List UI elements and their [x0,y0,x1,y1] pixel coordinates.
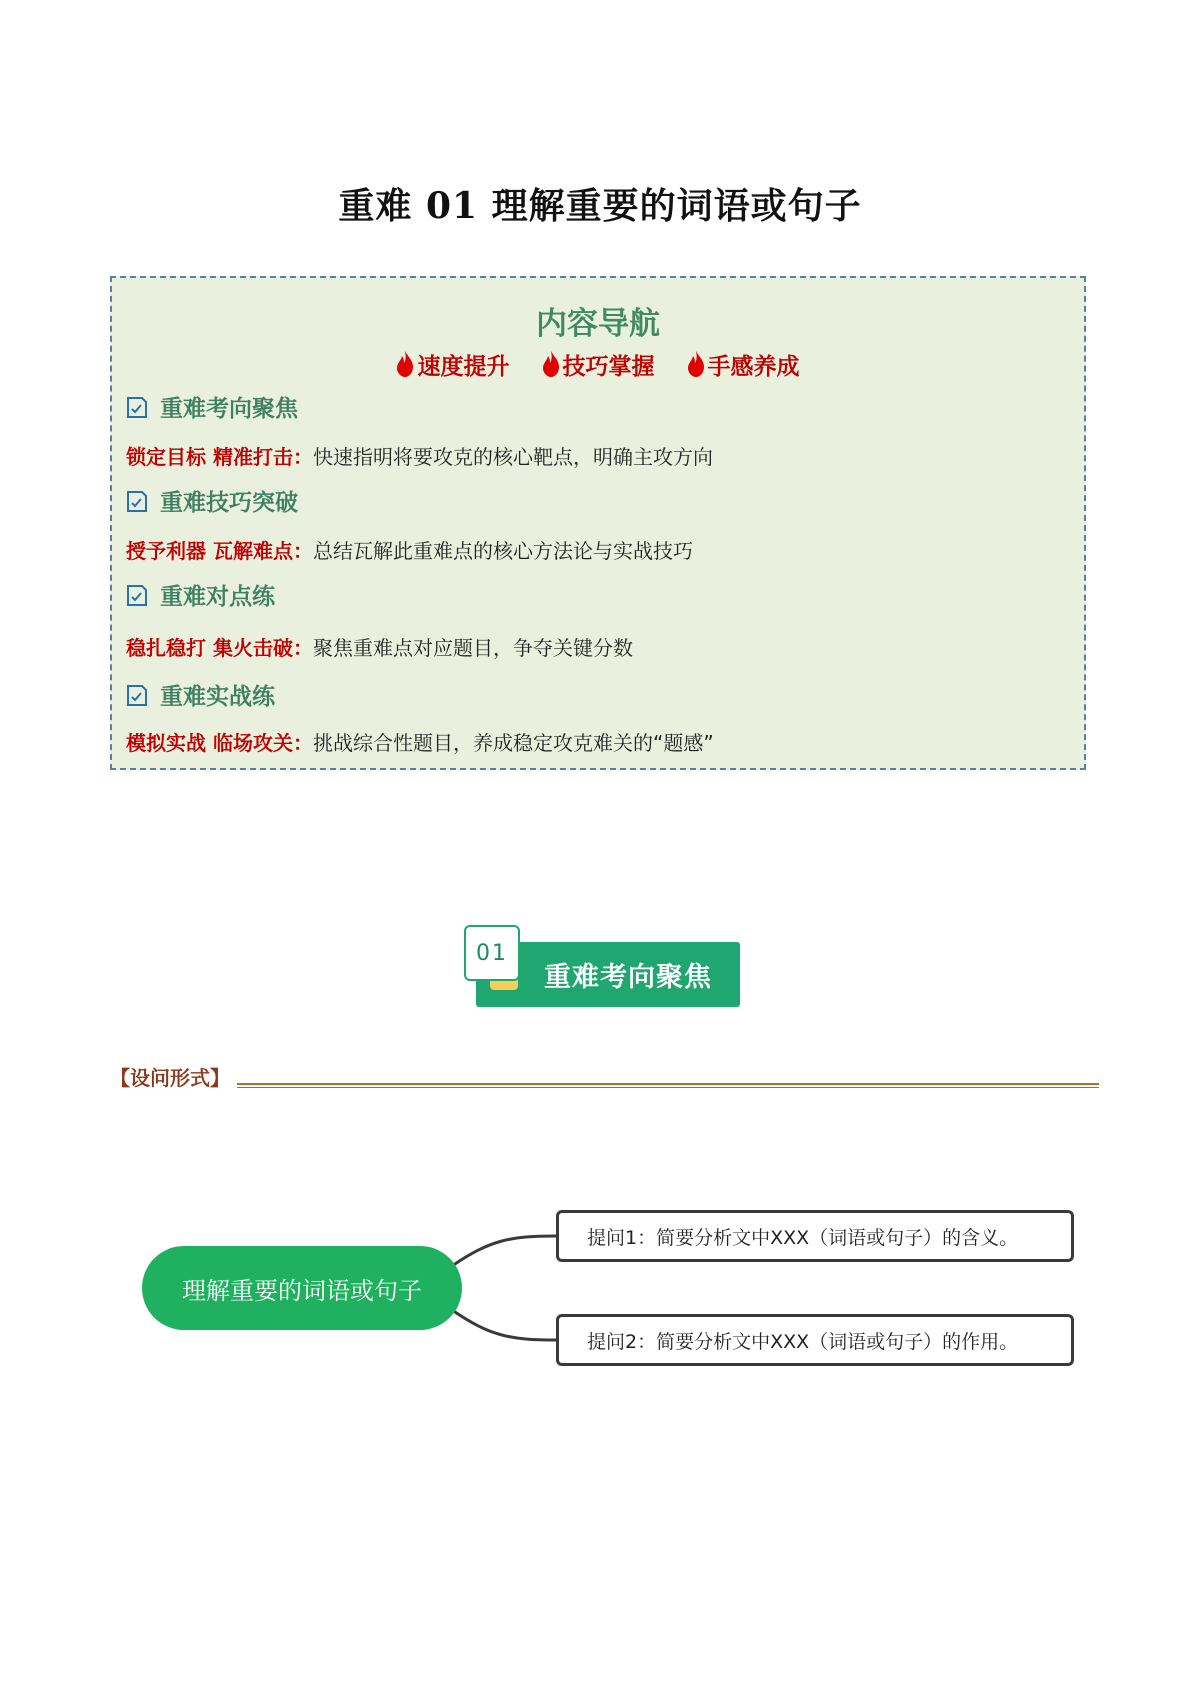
section-highlight: 授予利器 瓦解难点： [126,539,313,563]
section-description [126,535,693,564]
section-highlight: 锁定目标 精准打击： [126,445,313,469]
badge-number: 01 [464,925,520,981]
document-check-icon [126,489,148,513]
flame-icon [396,350,414,378]
connector-bottom [452,1310,556,1340]
section-text: 挑战综合性题目，养成稳定攻克难关的“题感” [312,731,714,755]
nav-tag [687,348,800,381]
heading-rule [237,1083,1099,1085]
nav-tag-label: 速度提升 [417,354,510,380]
document-check-icon [126,395,148,419]
section-heading [126,390,298,423]
nav-heading: 内容导航 [536,306,660,342]
heading-rule [237,1087,1099,1088]
nav-tag [396,348,509,381]
section-heading-label: 重难对点练 [160,584,275,610]
connector-top [452,1236,556,1266]
mindmap-node: 提问1：简要分析文中XXX（词语或句子）的含义。 [556,1210,1074,1262]
section-text: 快速指明将要攻克的核心靶点，明确主攻方向 [312,445,713,469]
section-description [126,727,714,756]
nav-tag-label: 手感养成 [707,354,800,380]
section-highlight: 稳扎稳打 集火击破： [126,636,313,660]
section-badge [464,925,740,1009]
question-form-heading: 【设问形式】 [110,1066,230,1090]
document-check-icon [126,683,148,707]
section-heading [126,678,275,711]
content-navigation-box [110,276,1086,770]
section-heading-label: 重难考向聚焦 [160,396,298,422]
section-highlight: 模拟实战 临场攻关： [126,731,313,755]
section-description [126,441,713,470]
page-title: 重难 01 理解重要的词语或句子 [338,185,862,227]
badge-label: 重难考向聚焦 [544,962,712,993]
section-heading-label: 重难实战练 [160,684,275,710]
nav-tag-label: 技巧掌握 [562,354,655,380]
nav-tag [542,348,655,381]
flame-icon [687,350,705,378]
section-description [126,632,633,661]
nav-tags [112,348,1084,381]
mindmap-node: 提问2：简要分析文中XXX（词语或句子）的作用。 [556,1314,1074,1366]
section-heading [126,578,275,611]
section-heading [126,484,298,517]
flame-icon [542,350,560,378]
mindmap-root: 理解重要的词语或句子 [142,1246,462,1330]
section-text: 聚焦重难点对应题目，争夺关键分数 [312,636,633,660]
section-heading-label: 重难技巧突破 [160,490,298,516]
document-check-icon [126,583,148,607]
section-text: 总结瓦解此重难点的核心方法论与实战技巧 [312,539,693,563]
